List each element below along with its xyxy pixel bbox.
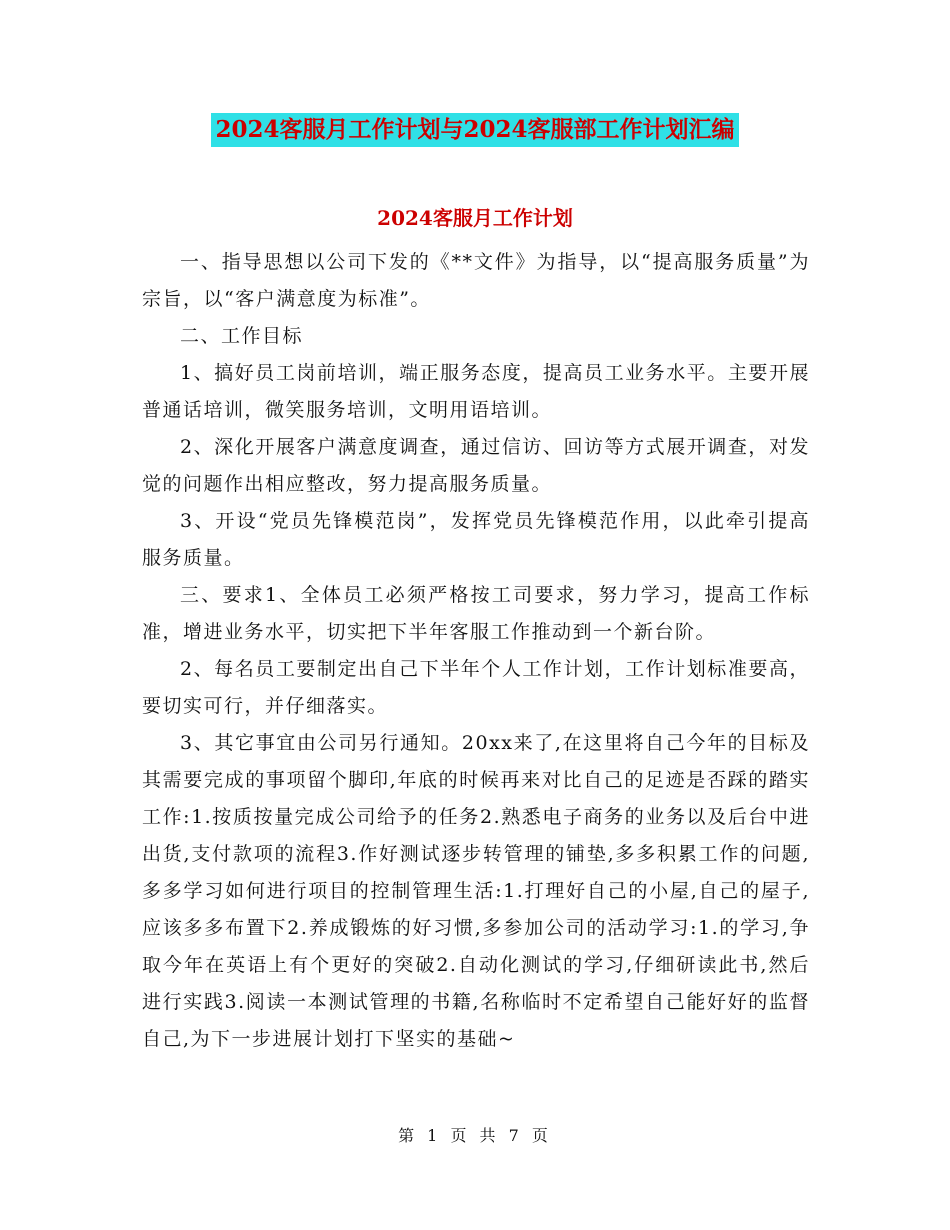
document-main-title: 2024客服月工作计划与2024客服部工作计划汇编	[211, 113, 738, 147]
paragraph-requirements-1: 三、要求1、全体员工必须严格按工司要求，努力学习，提高工作标准，增进业务水平，切实把下半年客服工作推动到一个新台阶。	[142, 584, 810, 643]
paragraph-requirements-2: 2、每名员工要制定出自己下半年个人工作计划，工作计划标准要高，要切实可行，并仔细落实。	[142, 658, 810, 717]
section-title: 2024客服月工作计划	[377, 206, 573, 230]
paragraph-work-goals-heading: 二、工作目标	[180, 325, 304, 347]
document-title-wrapper	[0, 113, 950, 147]
paragraph-goal-1: 1、搞好员工岗前培训，端正服务态度，提高员工业务水平。主要开展普通话培训，微笑服务培训，文明用语培训。	[142, 362, 810, 421]
page-footer: 第 1 页 共 7 页	[398, 1126, 552, 1145]
document-body	[142, 244, 810, 1058]
paragraph-goal-2: 2、深化开展客户满意度调查，通过信访、回访等方式展开调查，对发觉的问题作出相应整改，努力提高服务质量。	[142, 436, 810, 495]
paragraph-requirements-3: 3、其它事宜由公司另行通知。20xx来了,在这里将自己今年的目标及其需要完成的事项留个脚印,年底的时候再来对比自己的足迹是否踩的踏实工作:1.按质按量完成公司给予的任务2.熟悉电子商务的业务以及后台中进出货,支付款项的流程3.作好测试逐步转管理的铺垫,多多积累工作的问题,多多学习如何进行项目的控制管理生活:1.打理好自己的小屋,自己的屋子,应该多多布置下2.养成锻炼的好习惯,多参加公司的活动学习:1.的学习,争取今年在英语上有个更好的突破2.自动化测试的学习,仔细研读此书,然后进行实践3.阅读一本测试管理的书籍,名称临时不定希望自己能好好的监督自己,为下一步进展计划打下坚实的基础~	[142, 732, 810, 1050]
paragraph-goal-3: 3、开设“党员先锋模范岗”，发挥党员先锋模范作用，以此牵引提高服务质量。	[142, 510, 810, 569]
paragraph-guiding-ideology: 一、指导思想以公司下发的《**文件》为指导，以“提高服务质量”为宗旨，以“客户满意度为标准”。	[142, 251, 810, 310]
